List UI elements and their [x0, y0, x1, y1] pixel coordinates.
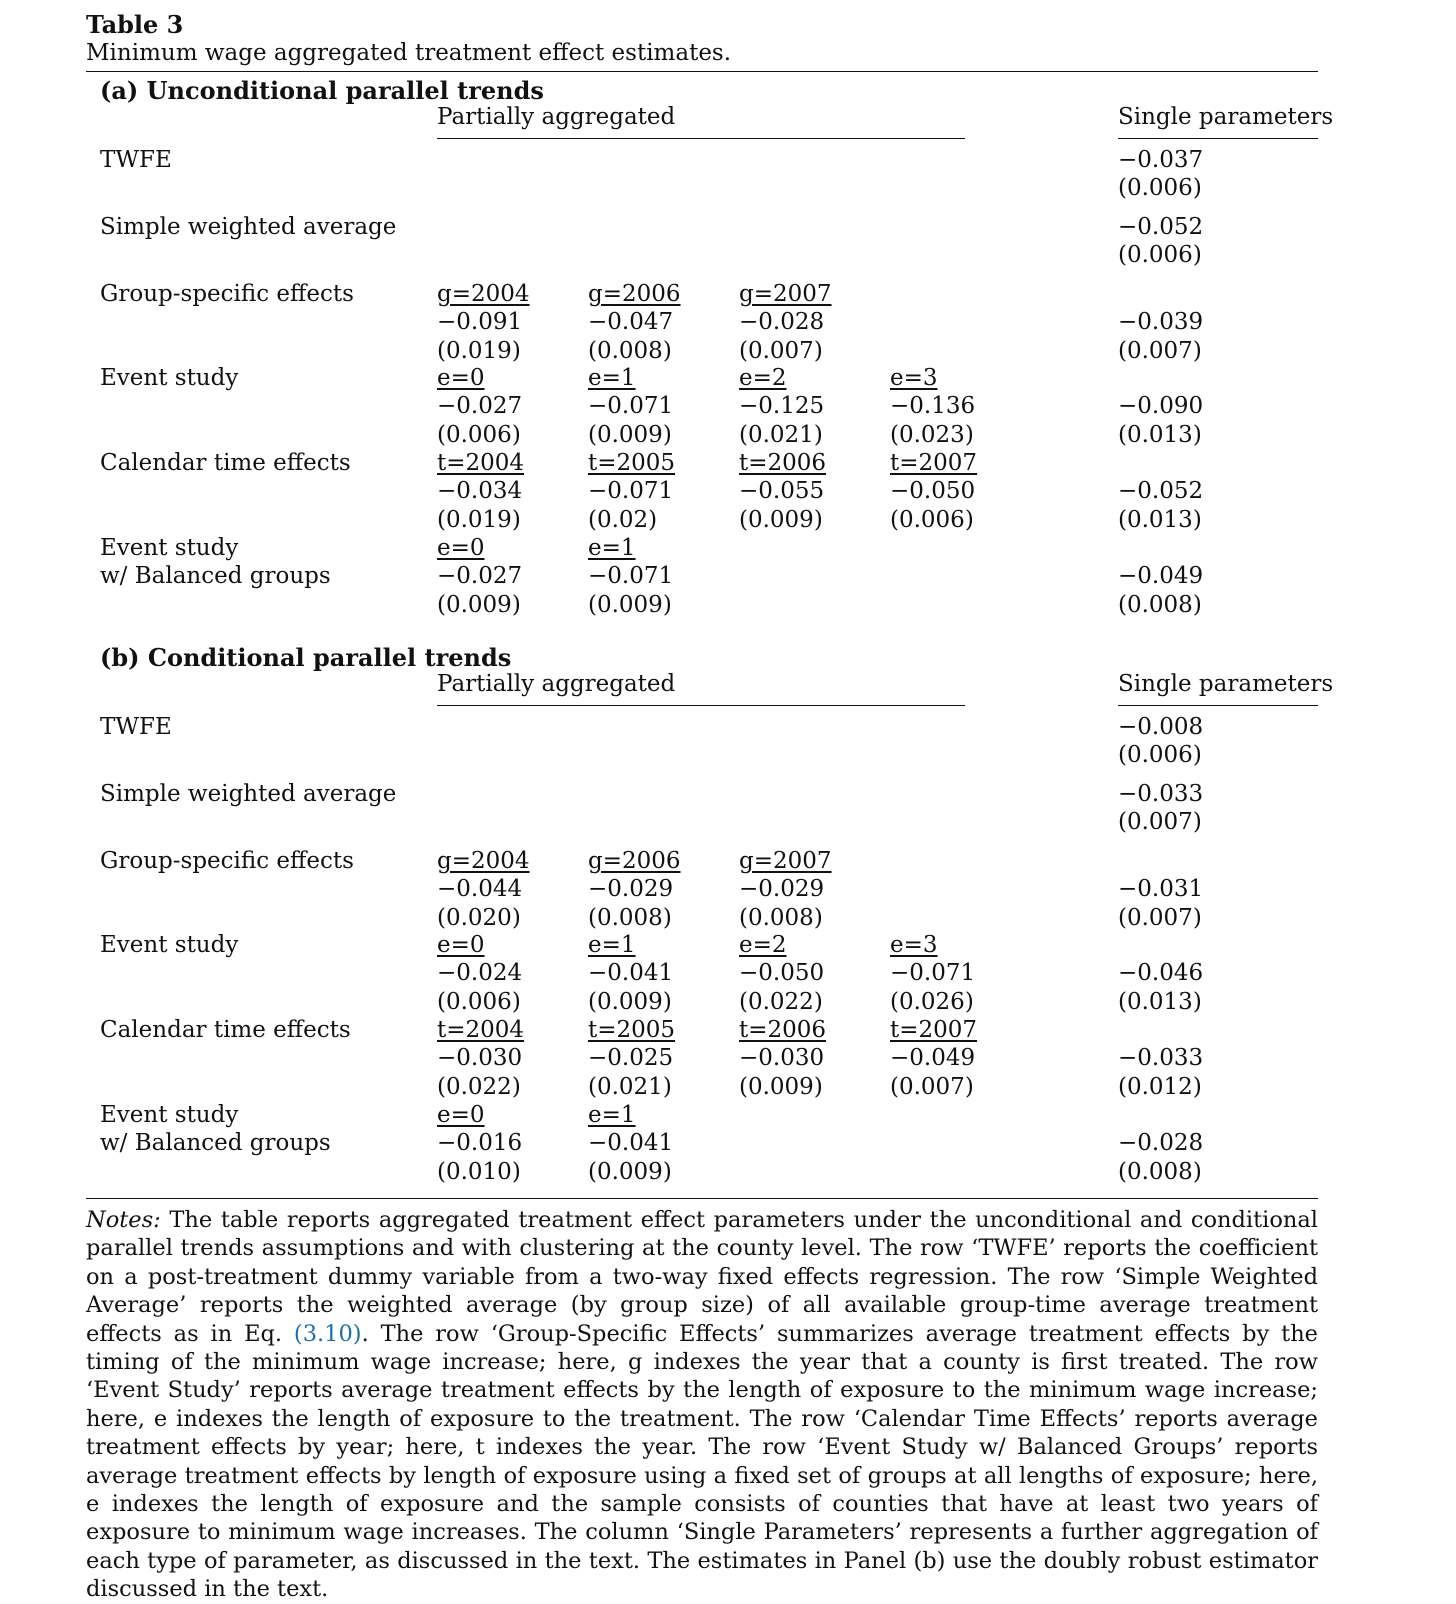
estimate-cell: −0.041 — [588, 1130, 674, 1157]
partially-aggregated-rule — [437, 138, 965, 139]
single-parameter-estimate: −0.031 — [1118, 876, 1204, 903]
single-parameters-header: Single parameters — [1118, 104, 1334, 130]
column-subheader: e=2 — [739, 365, 787, 391]
std-error-cell: (0.009) — [437, 591, 521, 618]
estimate-cell: −0.071 — [588, 478, 674, 505]
single-parameter-std-error: (0.008) — [1118, 591, 1202, 618]
table-notes — [86, 1206, 1318, 1604]
column-subheader: t=2006 — [739, 1017, 827, 1043]
std-error-cell: (0.009) — [588, 591, 672, 618]
std-error-cell: (0.022) — [437, 1073, 521, 1100]
estimate-cell: −0.047 — [588, 309, 674, 336]
single-parameter-std-error: (0.007) — [1118, 337, 1202, 364]
single-parameter-estimate: −0.028 — [1118, 1130, 1204, 1157]
row-label: Group-specific effects — [100, 848, 354, 874]
row-label: Calendar time effects — [100, 1017, 351, 1043]
std-error-cell: (0.009) — [588, 421, 672, 448]
row-label: Simple weighted average — [100, 214, 397, 240]
estimate-cell: −0.016 — [437, 1130, 523, 1157]
estimate-cell: −0.030 — [437, 1045, 523, 1072]
std-error-cell: (0.021) — [739, 421, 823, 448]
row-label: Event study — [100, 932, 239, 958]
single-parameters-header: Single parameters — [1118, 671, 1334, 697]
estimate-cell: −0.034 — [437, 478, 523, 505]
column-subheader: t=2004 — [437, 1017, 525, 1043]
column-subheader: e=1 — [588, 535, 636, 561]
single-parameter-std-error: (0.013) — [1118, 421, 1202, 448]
row-label: Event study — [100, 535, 239, 561]
row-label: TWFE — [100, 714, 172, 740]
estimate-cell: −0.024 — [437, 960, 523, 987]
estimate-cell: −0.071 — [588, 393, 674, 420]
single-parameter-std-error: (0.013) — [1118, 988, 1202, 1015]
row-label: w/ Balanced groups — [100, 1130, 331, 1157]
single-parameter-estimate: −0.052 — [1118, 478, 1204, 505]
estimate-cell: −0.050 — [739, 960, 825, 987]
std-error-cell: (0.009) — [588, 1158, 672, 1185]
estimate-cell: −0.041 — [588, 960, 674, 987]
single-parameter-estimate: −0.037 — [1118, 147, 1204, 173]
column-subheader: t=2005 — [588, 450, 676, 476]
column-subheader: g=2006 — [588, 281, 681, 307]
panel-title: (a) Unconditional parallel trends — [100, 76, 544, 105]
estimate-cell: −0.071 — [588, 563, 674, 590]
single-parameter-estimate: −0.033 — [1118, 1045, 1204, 1072]
estimate-cell: −0.050 — [890, 478, 976, 505]
row-label: Calendar time effects — [100, 450, 351, 476]
notes-lead: Notes: — [86, 1207, 161, 1233]
row-label: TWFE — [100, 147, 172, 173]
std-error-cell: (0.006) — [437, 421, 521, 448]
column-subheader: t=2007 — [890, 450, 978, 476]
single-parameter-estimate: −0.046 — [1118, 960, 1204, 987]
row-label: Event study — [100, 1102, 239, 1128]
single-parameter-std-error: (0.006) — [1118, 242, 1202, 269]
partially-aggregated-header: Partially aggregated — [437, 104, 676, 130]
column-subheader: e=3 — [890, 365, 938, 391]
std-error-cell: (0.019) — [437, 337, 521, 364]
table-title: Table 3 — [86, 10, 184, 39]
row-label: Event study — [100, 365, 239, 391]
column-subheader: t=2006 — [739, 450, 827, 476]
column-subheader: g=2004 — [437, 281, 530, 307]
estimate-cell: −0.049 — [890, 1045, 976, 1072]
bottom-rule — [86, 1198, 1318, 1199]
estimate-cell: −0.136 — [890, 393, 976, 420]
estimate-cell: −0.027 — [437, 393, 523, 420]
panel-title: (b) Conditional parallel trends — [100, 643, 512, 672]
single-parameter-estimate: −0.049 — [1118, 563, 1204, 590]
table-subtitle: Minimum wage aggregated treatment effect estimates. — [86, 40, 732, 66]
column-subheader: e=0 — [437, 932, 485, 958]
column-subheader: t=2004 — [437, 450, 525, 476]
single-parameter-estimate: −0.008 — [1118, 714, 1204, 740]
std-error-cell: (0.026) — [890, 988, 974, 1015]
column-subheader: e=3 — [890, 932, 938, 958]
std-error-cell: (0.019) — [437, 506, 521, 533]
std-error-cell: (0.021) — [588, 1073, 672, 1100]
single-parameter-std-error: (0.006) — [1118, 742, 1202, 769]
std-error-cell: (0.023) — [890, 421, 974, 448]
column-subheader: t=2005 — [588, 1017, 676, 1043]
std-error-cell: (0.009) — [588, 988, 672, 1015]
estimate-cell: −0.025 — [588, 1045, 674, 1072]
column-subheader: e=0 — [437, 365, 485, 391]
column-subheader: e=0 — [437, 535, 485, 561]
std-error-cell: (0.022) — [739, 988, 823, 1015]
partially-aggregated-rule — [437, 705, 965, 706]
column-subheader: g=2007 — [739, 848, 832, 874]
row-label: Group-specific effects — [100, 281, 354, 307]
row-label: w/ Balanced groups — [100, 563, 331, 590]
estimate-cell: −0.044 — [437, 876, 523, 903]
std-error-cell: (0.007) — [739, 337, 823, 364]
single-parameter-std-error: (0.007) — [1118, 904, 1202, 931]
row-label: Simple weighted average — [100, 781, 397, 807]
single-parameter-std-error: (0.006) — [1118, 175, 1202, 202]
estimate-cell: −0.029 — [739, 876, 825, 903]
std-error-cell: (0.008) — [739, 904, 823, 931]
single-parameters-rule — [1118, 138, 1318, 139]
std-error-cell: (0.008) — [588, 337, 672, 364]
std-error-cell: (0.007) — [890, 1073, 974, 1100]
std-error-cell: (0.006) — [890, 506, 974, 533]
single-parameter-estimate: −0.033 — [1118, 781, 1204, 807]
notes-text-part2: . The row ‘Group-Specific Effects’ summarizes average treatment effects by the timing of the minimum wage increase; here, g indexes the year that a county is first treated. The row ‘Event Study’ reports average treatment effects by the length of exposure to the minimum wage increase; here, e indexes the length of exposure to the treatment. The row ‘Calendar Time Effects’ reports average treatment effects by year; here, t indexes the year. The row ‘Event Study w/ Balanced Groups’ reports average treatment effects by length of exposure using a fixed set of groups at all lengths of exposure; here, e indexes the length of exposure and the sample consists of counties that have at least two years of exposure to minimum wage increases. The column ‘Single Parameters’ represents a further aggregation of each type of parameter, as discussed in the text. The estimates in Panel (b) use the doubly robust estimator discussed in the text. — [86, 1320, 1318, 1603]
std-error-cell: (0.010) — [437, 1158, 521, 1185]
column-subheader: t=2007 — [890, 1017, 978, 1043]
equation-reference-link[interactable]: (3.10) — [293, 1320, 362, 1347]
column-subheader: e=2 — [739, 932, 787, 958]
std-error-cell: (0.020) — [437, 904, 521, 931]
estimate-cell: −0.055 — [739, 478, 825, 505]
column-subheader: e=1 — [588, 932, 636, 958]
estimate-cell: −0.030 — [739, 1045, 825, 1072]
column-subheader: e=1 — [588, 365, 636, 391]
estimate-cell: −0.125 — [739, 393, 825, 420]
top-rule — [86, 71, 1318, 72]
column-subheader: e=1 — [588, 1102, 636, 1128]
std-error-cell: (0.008) — [588, 904, 672, 931]
single-parameter-std-error: (0.007) — [1118, 809, 1202, 836]
estimate-cell: −0.028 — [739, 309, 825, 336]
std-error-cell: (0.02) — [588, 506, 658, 533]
partially-aggregated-header: Partially aggregated — [437, 671, 676, 697]
estimate-cell: −0.029 — [588, 876, 674, 903]
estimate-cell: −0.071 — [890, 960, 976, 987]
single-parameter-estimate: −0.090 — [1118, 393, 1204, 420]
single-parameter-estimate: −0.039 — [1118, 309, 1204, 336]
column-subheader: g=2006 — [588, 848, 681, 874]
std-error-cell: (0.006) — [437, 988, 521, 1015]
notes-text-part1: The table reports aggregated treatment effect parameters under the unconditional and conditional parallel trends assumptions and with clustering at the county level. The row ‘TWFE’ reports the coefficient on a post-treatment dummy variable from a two-way fixed effects regression. The row ‘Simple Weighted Average’ reports the weighted average (by group size) of all available group-time average treatment effects as in Eq. — [86, 1207, 1318, 1347]
single-parameter-std-error: (0.012) — [1118, 1073, 1202, 1100]
single-parameter-std-error: (0.008) — [1118, 1158, 1202, 1185]
single-parameters-rule — [1118, 705, 1318, 706]
estimate-cell: −0.027 — [437, 563, 523, 590]
estimate-cell: −0.091 — [437, 309, 523, 336]
column-subheader: g=2004 — [437, 848, 530, 874]
column-subheader: g=2007 — [739, 281, 832, 307]
column-subheader: e=0 — [437, 1102, 485, 1128]
single-parameter-std-error: (0.013) — [1118, 506, 1202, 533]
single-parameter-estimate: −0.052 — [1118, 214, 1204, 240]
std-error-cell: (0.009) — [739, 506, 823, 533]
std-error-cell: (0.009) — [739, 1073, 823, 1100]
